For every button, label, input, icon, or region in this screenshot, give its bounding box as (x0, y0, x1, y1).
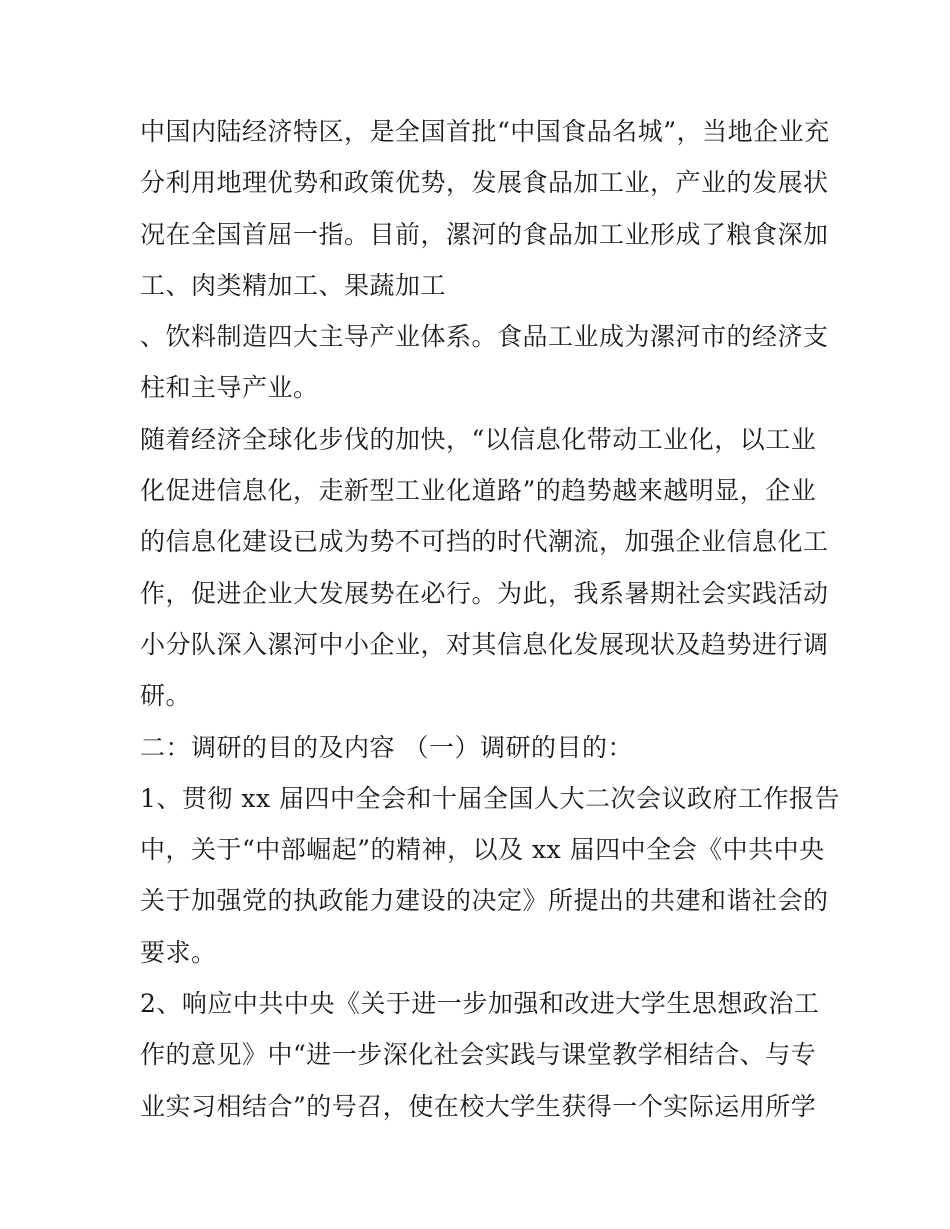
text-line: 分利用地理优势和政策优势，发展食品加工业，产业的发展状 (140, 168, 829, 198)
text-line: 业实习相结合”的号召，使在校大学生获得一个实际运用所学 (140, 1091, 817, 1121)
section-heading: 二：调研的目的及内容 （一）调研的目的： (140, 732, 633, 762)
text-line: 随着经济全球化步伐的加快，“以信息化带动工业化，以工业 (140, 424, 817, 454)
text-line: 作的意见》中“进一步深化社会实践与课堂教学相结合、与专 (140, 1040, 817, 1070)
text-line: 1、贯彻 xx 届四中全会和十届全国人大二次会议政府工作报告 (140, 783, 840, 813)
text-line: 况在全国首屈一指。目前，漯河的食品加工业形成了粮食深加 (140, 219, 829, 249)
text-line: 柱和主导产业。 (140, 373, 319, 403)
text-line: 工、肉类精加工、果蔬加工 (140, 270, 447, 300)
text-line: 小分队深入漯河中小企业，对其信息化发展现状及趋势进行调 (140, 629, 829, 659)
text-line: 要求。 (140, 937, 217, 967)
text-line: 化促进信息化，走新型工业化道路”的趋势越来越明显，企业 (140, 476, 817, 506)
text-line: 2、响应中共中央《关于进一步加强和改进大学生思想政治工 (140, 989, 820, 1019)
text-line: 研。 (140, 681, 192, 711)
text-line: 作，促进企业大发展势在必行。为此，我系暑期社会实践活动 (140, 578, 829, 608)
text-line: 的信息化建设已成为势不可挡的时代潮流，加强企业信息化工 (140, 527, 829, 557)
text-line: 、饮料制造四大主导产业体系。食品工业成为漯河市的经济支 (140, 322, 829, 352)
text-line: 中国内陆经济特区，是全国首批“中国食品名城”，当地企业充 (140, 117, 830, 146)
document-body (140, 106, 840, 1132)
text-line: 中，关于“中部崛起”的精神，以及 xx 届四中全会《中共中央 (140, 835, 825, 865)
text-line: 关于加强党的执政能力建设的决定》所提出的共建和谐社会的 (140, 886, 829, 916)
